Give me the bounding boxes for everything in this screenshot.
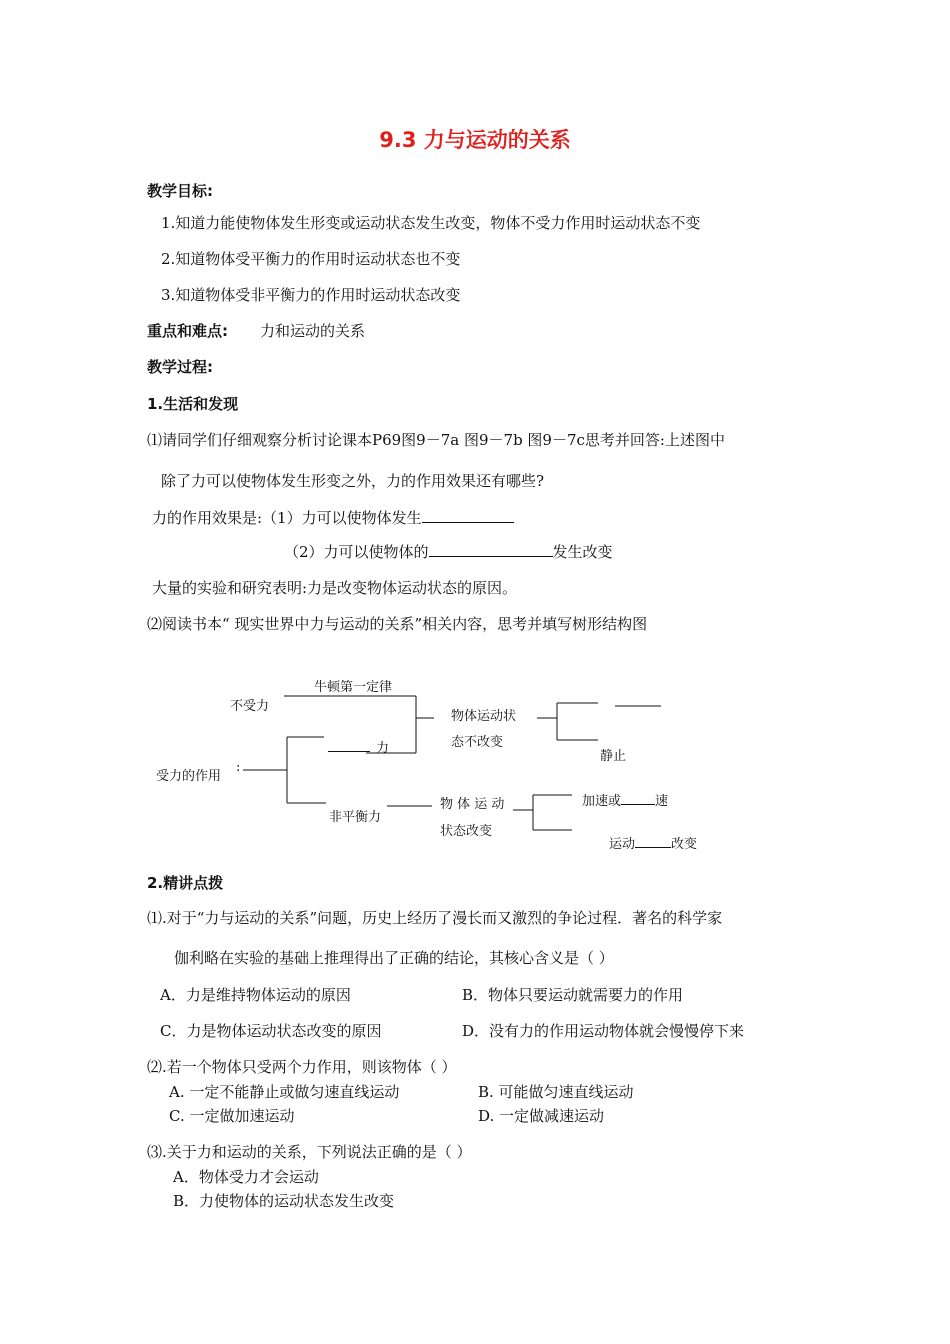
tree-state-change-1: 物 体 运 动: [440, 797, 505, 812]
tree-motion-blank[interactable]: [635, 835, 671, 848]
tree-newton-law: 牛顿第一定律: [314, 680, 393, 695]
q1-option-a: A．力是维持物体运动的原因: [160, 986, 351, 1004]
section2-q1-line1: ⑴.对于“力与运动的关系”问题，历史上经历了漫长而又激烈的争论过程．著名的科学家: [147, 909, 723, 927]
q3-option-b: B．力使物体的运动状态发生改变: [173, 1192, 395, 1210]
section2-q3: ⑶.关于力和运动的关系，下列说法正确的是（ ）: [147, 1143, 472, 1161]
section1-q1-line1: ⑴请同学们仔细观察分析讨论课本P69图9－7a 图9－7b 图9－7c思考并回答:上述图中: [147, 431, 725, 449]
tree-balanced-line: [328, 737, 389, 756]
process-heading: 教学过程:: [147, 358, 213, 376]
section1-q1-line2: 除了力可以使物体发生形变之外，力的作用效果还有哪些?: [161, 472, 545, 490]
effect-a-text: 力的作用效果是:（1）力可以使物体发生: [152, 509, 422, 527]
section1-conclusion: 大量的实验和研究表明:力是改变物体运动状态的原因。: [152, 579, 518, 597]
q2-option-a: A. 一定不能静止或做匀速直线运动: [169, 1083, 400, 1101]
section1-q2: ⑵阅读书本“ 现实世界中力与运动的关系”相关内容，思考并填写树形结构图: [147, 615, 648, 633]
tree-li: 力: [376, 741, 390, 756]
tree-accel-line: [582, 790, 668, 809]
tree-still: 静止: [600, 749, 627, 764]
tree-colon: :: [236, 760, 241, 775]
tree-accel-post: 速: [655, 794, 669, 809]
tree-force-label: 受力的作用: [156, 769, 222, 784]
q2-option-c: C. 一定做加速运动: [169, 1107, 295, 1125]
objective-item-3: 3.知道物体受非平衡力的作用时运动状态改变: [161, 286, 461, 304]
tree-unbalanced: 非平衡力: [329, 810, 382, 825]
tree-balanced-blank[interactable]: [328, 739, 370, 752]
q3-option-a: A．物体受力才会运动: [173, 1168, 319, 1186]
section2-heading: 2.精讲点拨: [147, 874, 224, 892]
effect-b-text: （2）力可以使物体的: [284, 543, 429, 561]
objective-item-2: 2.知道物体受平衡力的作用时运动状态也不变: [161, 250, 461, 268]
page-title: 9.3 力与运动的关系: [379, 128, 571, 152]
tree-motion-pre: 运动: [609, 837, 636, 852]
tree-state-same-1: 物体运动状: [451, 709, 517, 724]
objective-item-1: 1.知道力能使物体发生形变或运动状态发生改变，物体不受力作用时运动状态不变: [161, 214, 701, 232]
section2-q1-line2: 伽利略在实验的基础上推理得出了正确的结论，其核心含义是（ ）: [174, 949, 614, 967]
key-points-text: 力和运动的关系: [260, 322, 366, 340]
tree-motion-post: 改变: [671, 837, 698, 852]
tree-accel-blank[interactable]: [621, 792, 655, 805]
tree-motion-line: [609, 833, 697, 852]
tree-accel-pre: 加速或: [582, 794, 622, 809]
objectives-heading: 教学目标:: [147, 182, 213, 200]
section2-q2: ⑵.若一个物体只受两个力作用，则该物体（ ）: [147, 1058, 457, 1076]
q2-option-d: D. 一定做减速运动: [478, 1107, 605, 1125]
q1-option-c: C．力是物体运动状态改变的原因: [160, 1022, 382, 1040]
q1-option-d: D．没有力的作用运动物体就会慢慢停下来: [462, 1022, 745, 1040]
tree-state-same-2: 态不改变: [451, 735, 504, 750]
tree-state-change-2: 状态改变: [440, 824, 493, 839]
section1-heading: 1.生活和发现: [147, 395, 239, 413]
effect-b-post: 发生改变: [552, 543, 613, 561]
tree-no-force: 不受力: [230, 699, 270, 714]
q2-option-b: B. 可能做匀速直线运动: [478, 1083, 634, 1101]
key-points-heading: 重点和难点:: [147, 322, 228, 340]
q1-option-b: B．物体只要运动就需要力的作用: [462, 986, 684, 1004]
